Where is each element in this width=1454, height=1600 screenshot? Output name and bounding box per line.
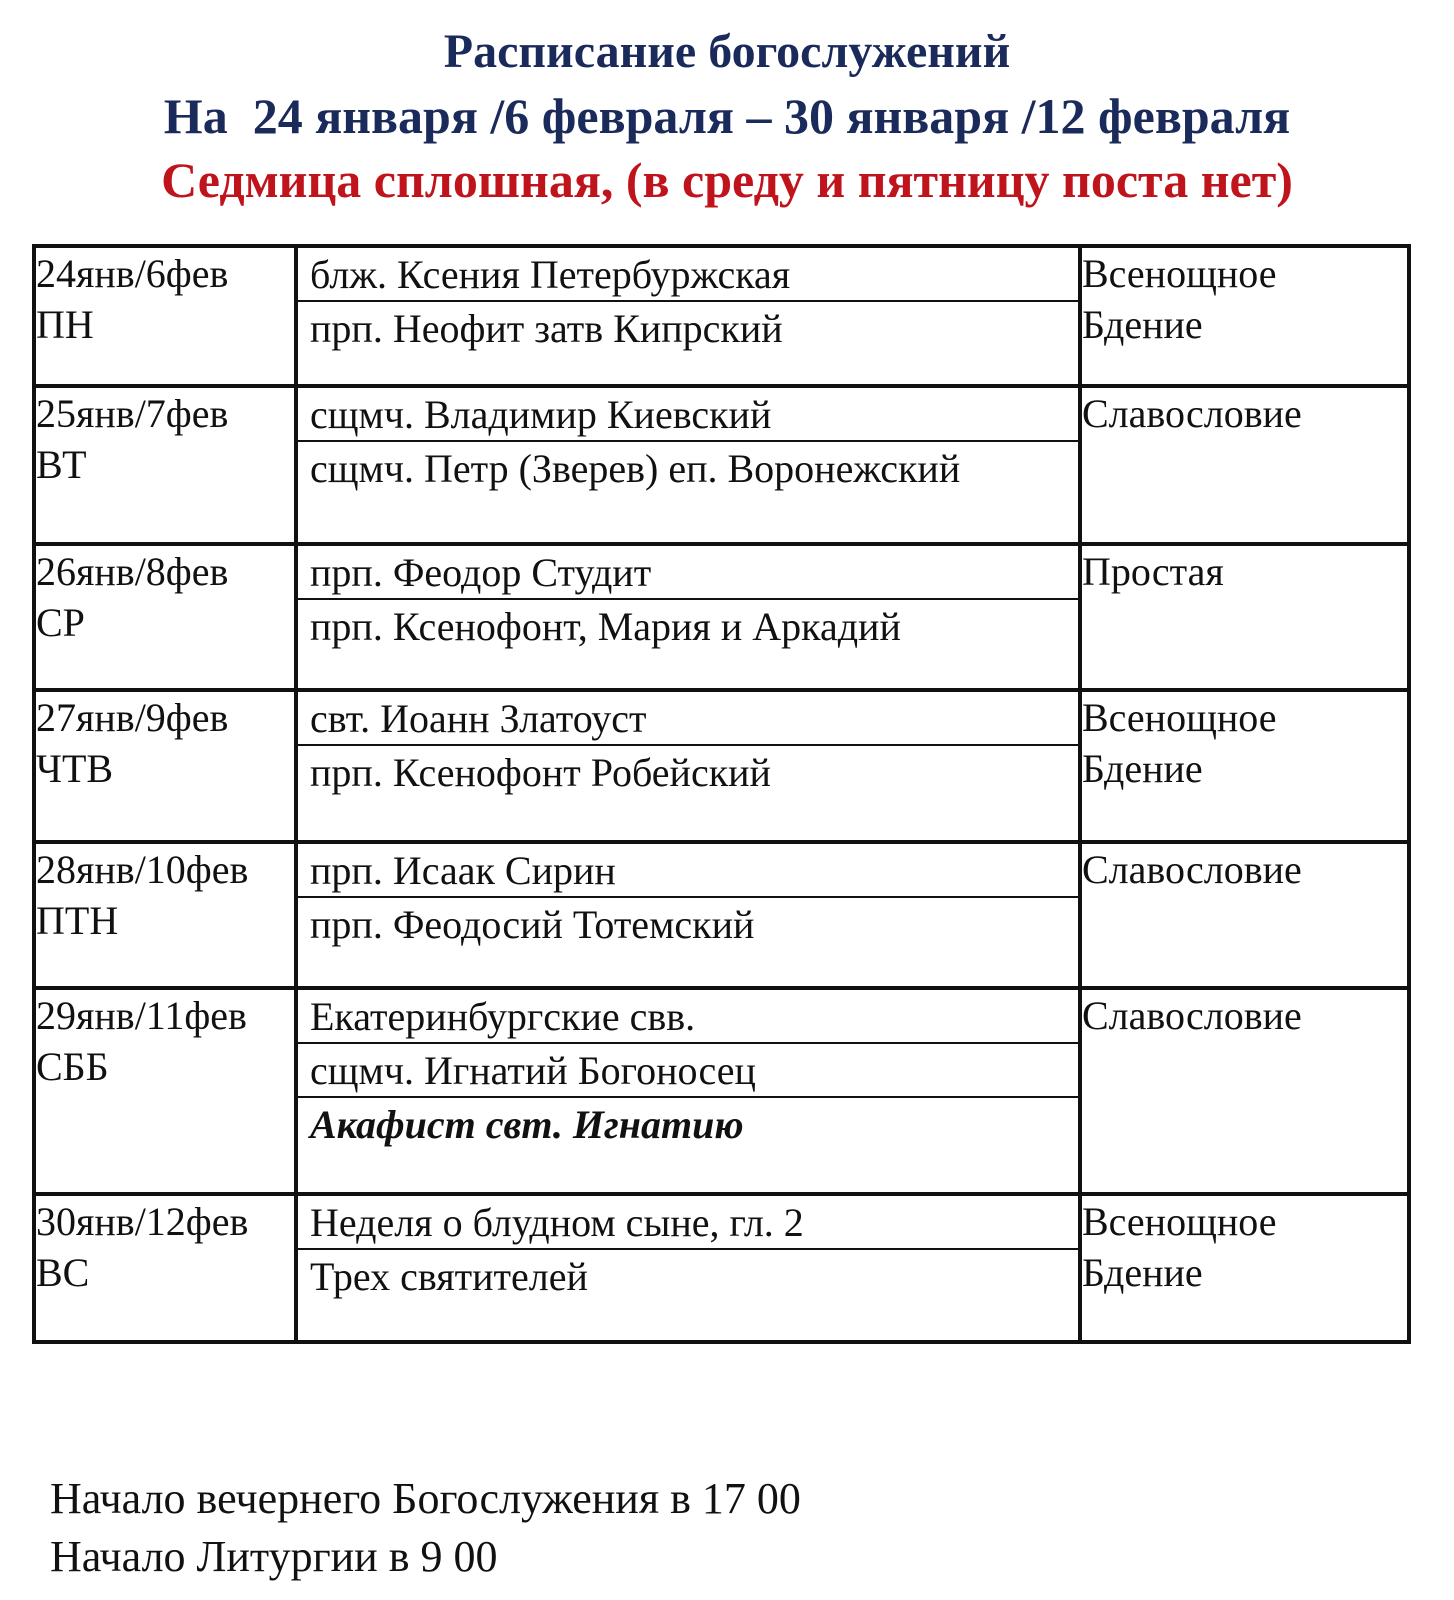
weekday-label: ПН <box>36 302 94 347</box>
schedule-table <box>32 244 1411 1344</box>
saints-cell <box>296 1194 1080 1342</box>
service-label: Бдение <box>1082 1250 1203 1295</box>
service-label: Бдение <box>1082 302 1203 347</box>
date-cell <box>34 386 296 544</box>
date-cell <box>34 1194 296 1342</box>
saint-entry: прп. Ксенофонт Робейский <box>310 750 771 795</box>
weekday-label: СР <box>36 600 85 645</box>
table-row <box>34 690 1409 842</box>
saint-entry: свт. Иоанн Златоуст <box>298 692 1078 746</box>
week-note: Седмица сплошная, (в среду и пятницу поста нет) <box>161 152 1293 208</box>
weekday-label: ЧТВ <box>36 746 114 791</box>
saint-entry: прп. Феодор Студит <box>298 546 1078 600</box>
weekday-label: ВТ <box>36 442 87 487</box>
table-row <box>34 386 1409 544</box>
saint-entry: Трех святителей <box>310 1254 588 1299</box>
service-times <box>50 1470 801 1586</box>
date-label: 30янв/12фев <box>36 1199 249 1244</box>
service-label: Бдение <box>1082 746 1203 791</box>
service-label: Славословие <box>1082 391 1302 436</box>
saints-cell <box>296 690 1080 842</box>
saint-entry: Неделя о блудном сыне, гл. 2 <box>298 1196 1078 1250</box>
saint-entry: сщмч. Владимир Киевский <box>298 388 1078 442</box>
saints-cell <box>296 988 1080 1194</box>
saint-entry: блж. Ксения Петербуржская <box>298 248 1078 302</box>
saint-entry: сщмч. Петр (Зверев) еп. Воронежский <box>310 446 961 491</box>
table-row <box>34 988 1409 1194</box>
schedule-header <box>0 20 1454 212</box>
saints-cell <box>296 246 1080 386</box>
service-cell <box>1080 246 1409 386</box>
saints-cell <box>296 386 1080 544</box>
table-row <box>34 246 1409 386</box>
table-row <box>34 842 1409 988</box>
weekday-label: СББ <box>36 1044 109 1089</box>
service-label: Славословие <box>1082 993 1302 1038</box>
saint-entry: сщмч. Игнатий Богоносец <box>298 1044 1078 1098</box>
date-label: 27янв/9фев <box>36 695 229 740</box>
service-label: Всенощное <box>1082 1199 1277 1244</box>
service-cell <box>1080 386 1409 544</box>
date-label: 29янв/11фев <box>36 993 247 1038</box>
date-cell <box>34 690 296 842</box>
service-cell <box>1080 988 1409 1194</box>
table-row <box>34 1194 1409 1342</box>
weekday-label: ПТН <box>36 898 119 943</box>
service-cell <box>1080 1194 1409 1342</box>
service-cell <box>1080 842 1409 988</box>
date-cell <box>34 544 296 690</box>
liturgy-time: Начало Литургии в 9 00 <box>50 1532 498 1581</box>
akathist-entry: Акафист свт. Игнатию <box>310 1102 744 1147</box>
service-label: Всенощное <box>1082 251 1277 296</box>
date-label: 26янв/8фев <box>36 549 229 594</box>
service-cell <box>1080 544 1409 690</box>
weekday-label: ВС <box>36 1250 90 1295</box>
evening-service-time: Начало вечернего Богослужения в 17 00 <box>50 1474 801 1523</box>
saint-entry: прп. Ксенофонт, Мария и Аркадий <box>310 604 901 649</box>
date-cell <box>34 246 296 386</box>
saint-entry: прп. Неофит затв Кипрский <box>310 306 783 351</box>
service-label: Славословие <box>1082 847 1302 892</box>
table-row <box>34 544 1409 690</box>
page-title: Расписание богослужений <box>443 25 1011 78</box>
date-cell <box>34 988 296 1194</box>
saints-cell <box>296 544 1080 690</box>
saint-entry: прп. Исаак Сирин <box>298 844 1078 898</box>
service-cell <box>1080 690 1409 842</box>
date-range: На 24 января /6 февраля – 30 января /12 февраля <box>163 88 1291 144</box>
date-cell <box>34 842 296 988</box>
service-label: Всенощное <box>1082 695 1277 740</box>
saints-cell <box>296 842 1080 988</box>
date-label: 25янв/7фев <box>36 391 229 436</box>
date-label: 24янв/6фев <box>36 251 229 296</box>
service-label: Простая <box>1082 549 1224 594</box>
date-label: 28янв/10фев <box>36 847 249 892</box>
saint-entry: Екатеринбургские свв. <box>298 990 1078 1044</box>
saint-entry: прп. Феодосий Тотемский <box>310 902 755 947</box>
